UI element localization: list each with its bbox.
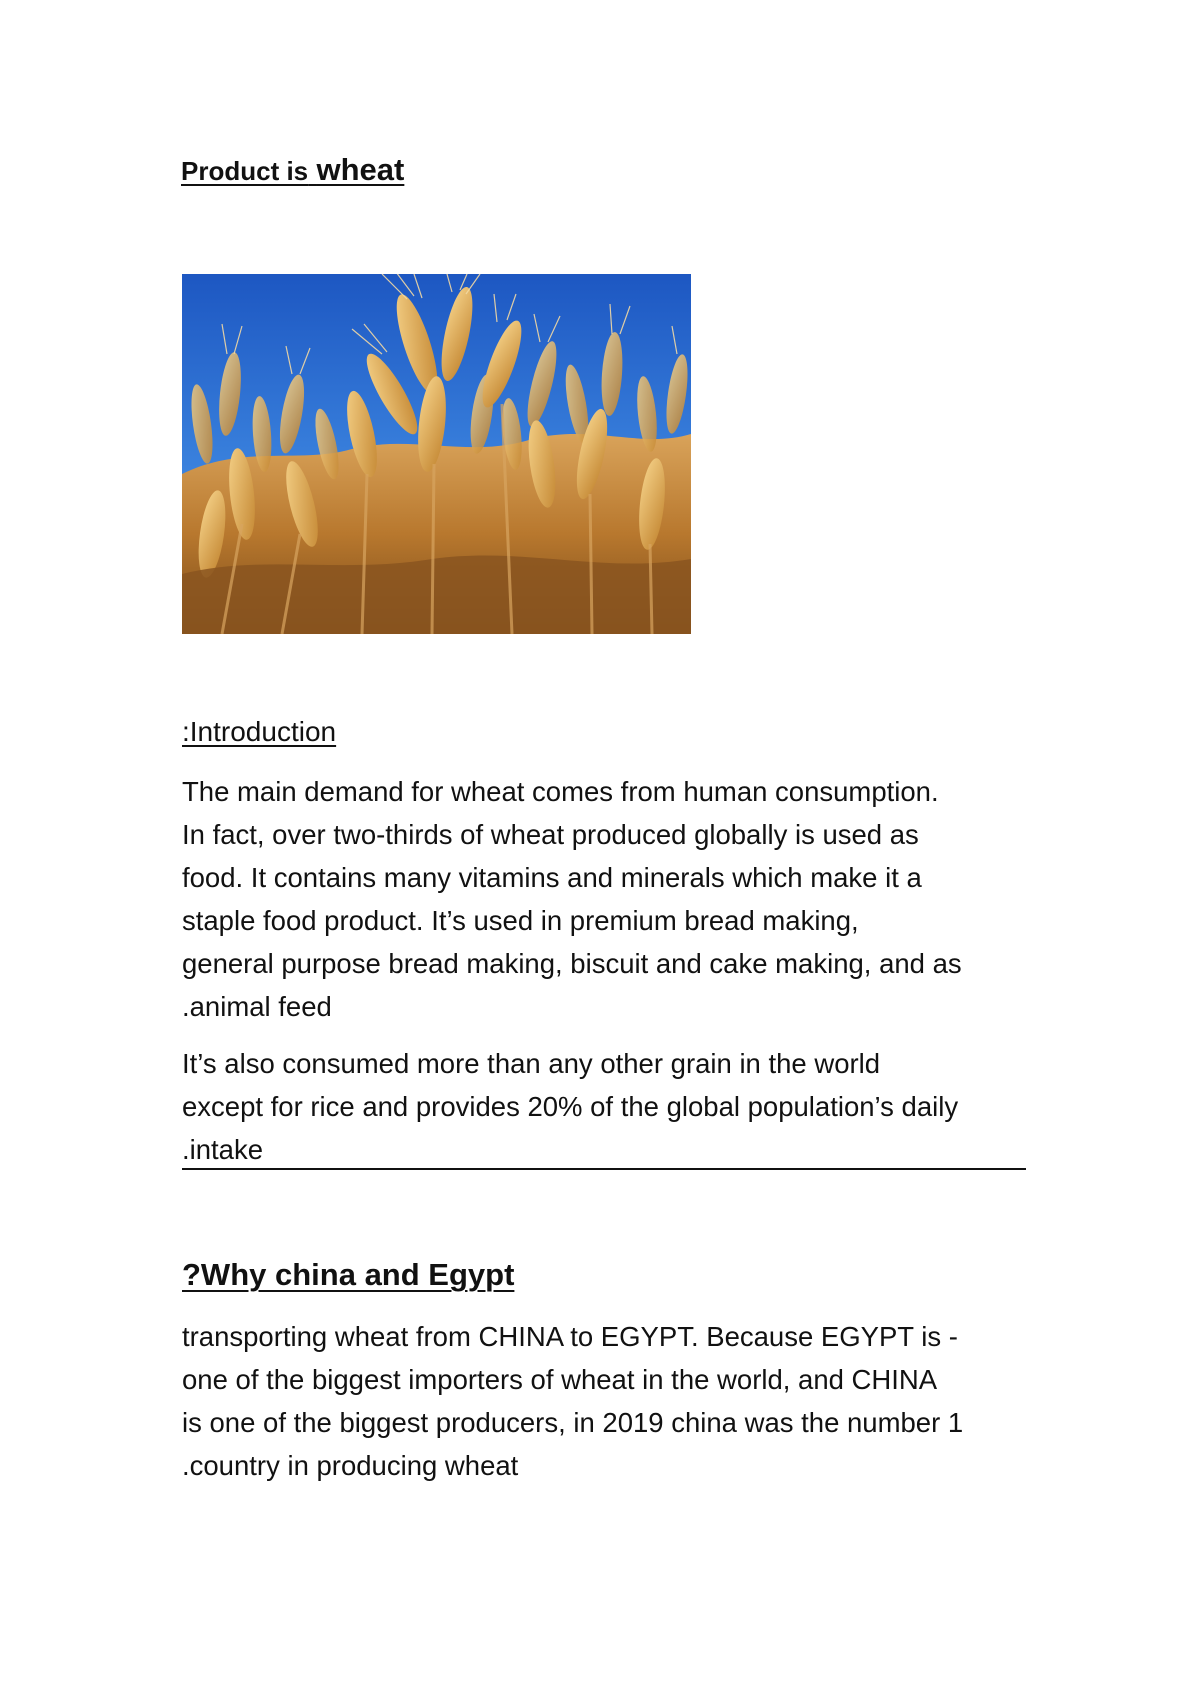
introduction-heading: :Introduction: [182, 716, 337, 747]
introduction-paragraph-2: [182, 1042, 1032, 1171]
paragraph-line: general purpose bread making, biscuit and cake making, and as: [182, 948, 962, 979]
paragraph-line: one of the biggest importers of wheat in the world, and CHINA: [182, 1364, 938, 1395]
paragraph-line: .country in producing wheat: [182, 1450, 519, 1481]
paragraph-line: is one of the biggest producers, in 2019 china was the number 1: [182, 1407, 964, 1438]
section-divider: [182, 1168, 1026, 1170]
paragraph-line: food. It contains many vitamins and minerals which make it a: [182, 862, 922, 893]
paragraph-line: It’s also consumed more than any other grain in the world: [182, 1048, 881, 1079]
why-section-paragraph: [182, 1315, 1032, 1487]
page-title: [181, 150, 404, 191]
paragraph-line: The main demand for wheat comes from human consumption.: [182, 776, 939, 807]
paragraph-line: staple food product. It’s used in premium bread making,: [182, 905, 859, 936]
wheat-photo: [182, 274, 691, 634]
paragraph-line: except for rice and provides 20% of the global population’s daily: [182, 1091, 959, 1122]
title-product: wheat: [316, 152, 405, 187]
paragraph-line: transporting wheat from CHINA to EGYPT. Because EGYPT is -: [182, 1321, 958, 1352]
why-section-heading: ?Why china and Egypt: [182, 1257, 515, 1292]
paragraph-line: .intake: [182, 1134, 264, 1165]
wheat-field-image: [182, 274, 691, 634]
title-prefix: Product is: [181, 156, 309, 186]
paragraph-line: .animal feed: [182, 991, 332, 1022]
paragraph-line: In fact, over two-thirds of wheat produced globally is used as: [182, 819, 919, 850]
introduction-paragraph-1: [182, 770, 1032, 1028]
